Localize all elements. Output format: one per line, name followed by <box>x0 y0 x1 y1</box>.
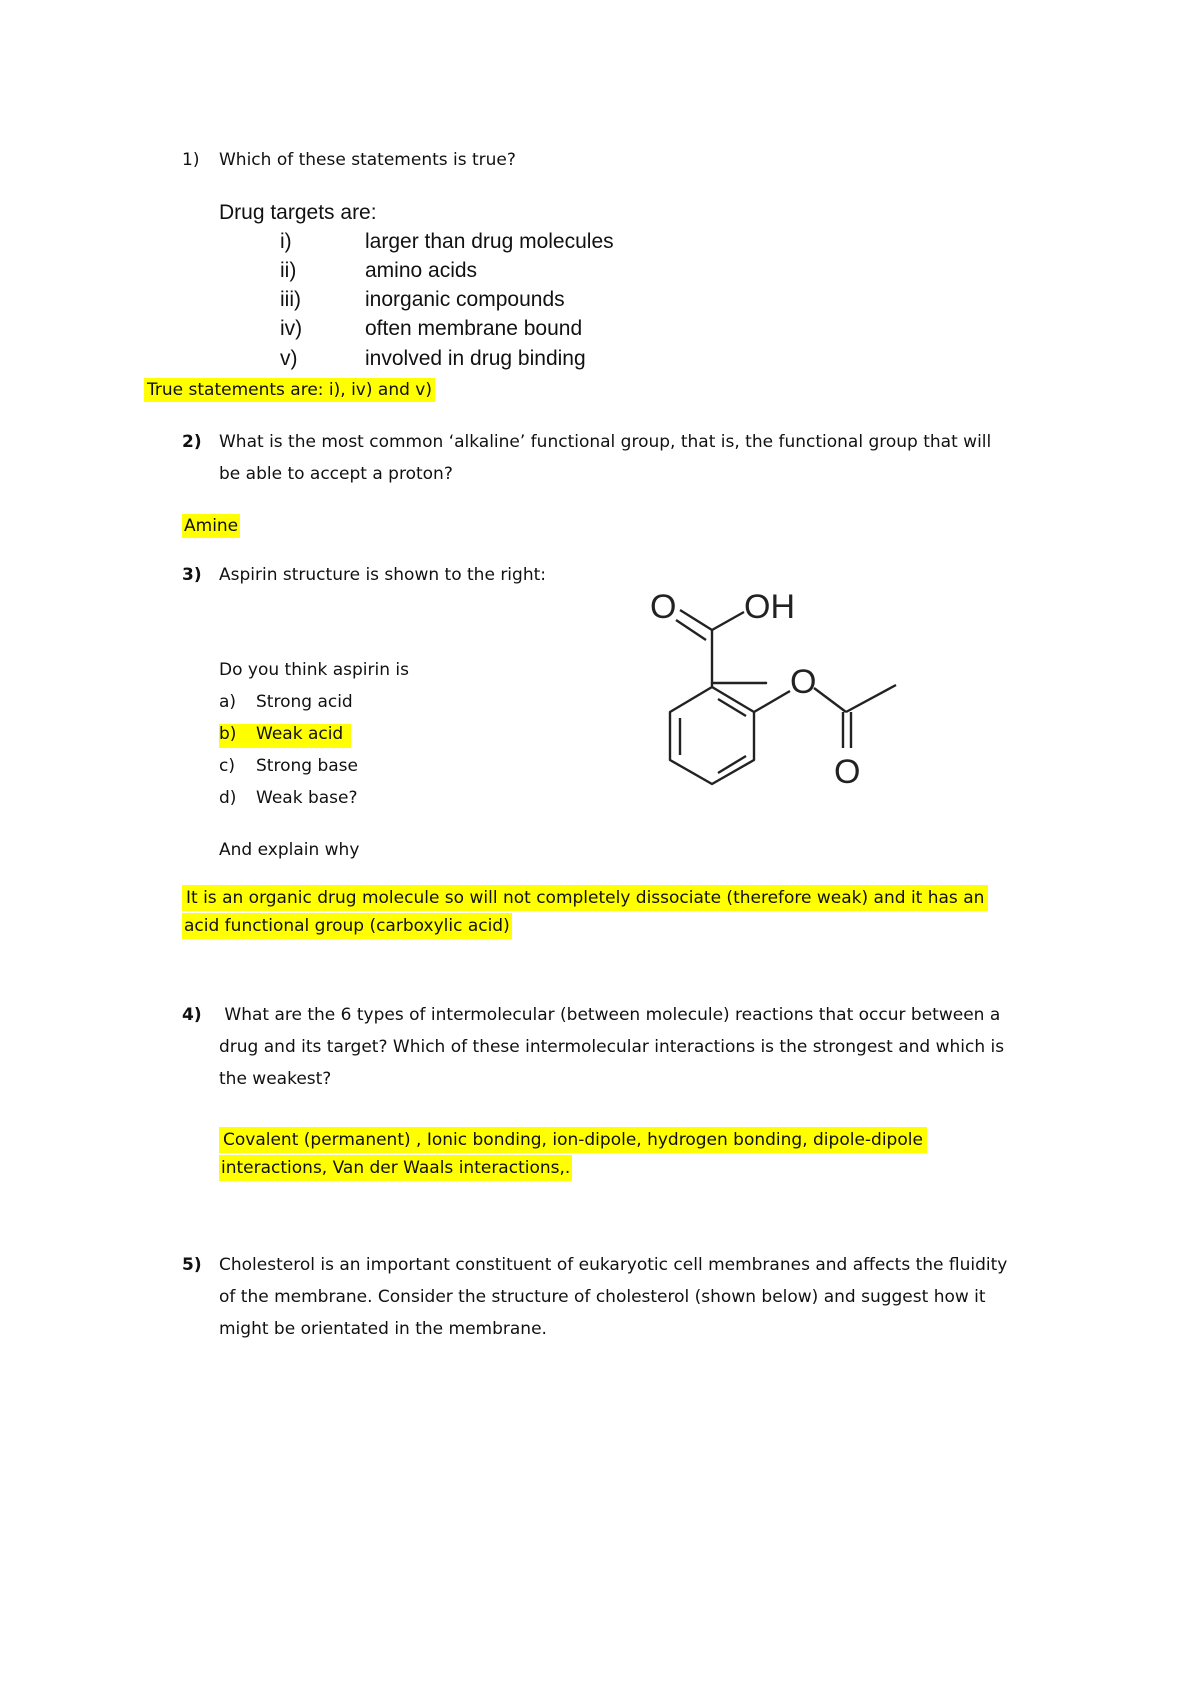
q1-option-text-5: involved in drug binding <box>365 347 586 370</box>
q5-number: 5) <box>182 1255 202 1275</box>
q3-answer-line-1: It is an organic drug molecule so will not completely dissociate (therefore weak) and it has an <box>182 885 988 911</box>
q3-option-label-c: c) <box>219 756 235 776</box>
q1-question: Which of these statements is true? <box>219 150 516 170</box>
q1-option-text-2: amino acids <box>365 259 478 282</box>
aspirin-structure <box>640 570 930 810</box>
q2-number: 2) <box>182 432 202 452</box>
q5-question-line-2: of the membrane. Consider the structure of cholesterol (shown below) and suggest how it <box>219 1287 986 1307</box>
q1-option-text-1: larger than drug molecules <box>365 230 614 253</box>
q3-explain: And explain why <box>219 840 360 860</box>
q1-option-label-3: iii) <box>280 288 301 311</box>
q1-option-label-2: ii) <box>280 259 297 282</box>
q1-lead: Drug targets are: <box>219 201 377 224</box>
q1-option-label-1: i) <box>280 230 292 253</box>
q4-question-line-3: the weakest? <box>219 1069 332 1089</box>
q3-prompt: Do you think aspirin is <box>219 660 409 680</box>
q5-question-line-3: might be orientated in the membrane. <box>219 1319 547 1339</box>
q1-number: 1) <box>182 150 200 170</box>
q2-answer: Amine <box>182 514 240 538</box>
q1-answer: True statements are: i), iv) and v) <box>144 378 435 402</box>
q3-option-label-a: a) <box>219 692 237 712</box>
q3-option-text-a: Strong acid <box>256 692 353 712</box>
q1-option-text-4: often membrane bound <box>365 317 583 340</box>
q3-option-text-d: Weak base? <box>256 788 358 808</box>
q1-option-text-3: inorganic compounds <box>365 288 565 311</box>
q3-option-text-b: Weak acid <box>256 724 344 744</box>
q3-option-label-b: b) <box>219 724 237 744</box>
q4-answer-line-2: interactions, Van der Waals interactions,. <box>219 1155 572 1181</box>
q1-option-label-4: iv) <box>280 317 303 340</box>
q2-question-line-2: be able to accept a proton? <box>219 464 453 484</box>
q4-question-line-2: drug and its target? Which of these intermolecular interactions is the strongest and which is <box>219 1037 1005 1057</box>
aspirin-label-o-carbonyl: O <box>650 588 677 626</box>
q3-question: Aspirin structure is shown to the right: <box>219 565 546 585</box>
q4-answer <box>219 1130 927 1179</box>
q3-answer <box>182 888 988 937</box>
q4-answer-line-1: Covalent (permanent) , Ionic bonding, ion-dipole, hydrogen bonding, dipole-dipole <box>219 1127 927 1153</box>
q3-number: 3) <box>182 565 202 585</box>
q3-answer-line-2: acid functional group (carboxylic acid) <box>182 913 512 939</box>
aspirin-label-oh: OH <box>744 588 795 626</box>
aspirin-label-o-acetyl: O <box>834 753 861 791</box>
aspirin-label-o-ester: O <box>790 663 817 701</box>
q3-option-text-c: Strong base <box>256 756 358 776</box>
q2-question-line-1: What is the most common ‘alkaline’ functional group, that is, the functional group that will <box>219 432 992 452</box>
q1-option-label-5: v) <box>280 347 298 370</box>
q3-option-label-d: d) <box>219 788 237 808</box>
q4-number: 4) <box>182 1005 202 1025</box>
q5-question-line-1: Cholesterol is an important constituent of eukaryotic cell membranes and affects the fluidity <box>219 1255 1008 1275</box>
q4-question-line-1: What are the 6 types of intermolecular (between molecule) reactions that occur between a <box>219 1005 1001 1025</box>
